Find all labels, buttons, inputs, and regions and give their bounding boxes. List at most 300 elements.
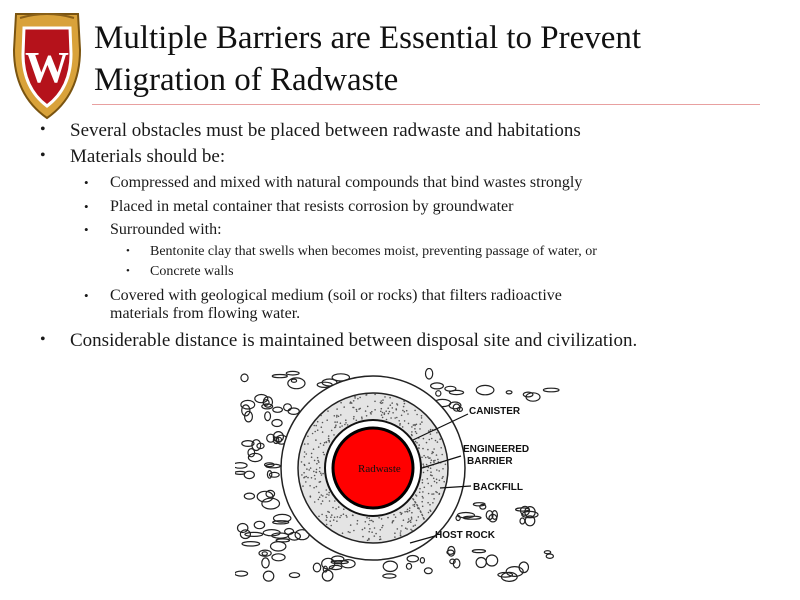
stipple-dot (413, 525, 415, 527)
rock-pebble (406, 563, 411, 569)
stipple-dot (412, 504, 414, 506)
stipple-dot (320, 481, 322, 483)
stipple-dot (311, 453, 313, 455)
stipple-dot (356, 420, 358, 422)
stipple-dot (427, 449, 429, 451)
rock-pebble (269, 472, 279, 477)
stipple-dot (365, 410, 367, 412)
stipple-dot (315, 425, 317, 427)
stipple-dot (380, 529, 382, 531)
stipple-dot (304, 443, 306, 445)
rock-pebble (516, 508, 530, 511)
stipple-dot (439, 493, 441, 495)
stipple-dot (307, 436, 309, 438)
stipple-dot (382, 412, 384, 414)
bullet-item (84, 174, 583, 192)
stipple-dot (414, 504, 416, 506)
stipple-dot (422, 515, 424, 517)
stipple-dot (353, 400, 355, 402)
slide-title (94, 17, 774, 101)
stipple-dot (316, 463, 318, 465)
stipple-dot (416, 424, 418, 426)
stipple-dot (304, 451, 306, 453)
stipple-dot (338, 506, 340, 508)
stipple-dot (337, 516, 339, 518)
stipple-dot (411, 512, 413, 514)
stipple-dot (352, 407, 354, 409)
stipple-dot (384, 412, 386, 414)
stipple-dot (368, 539, 370, 541)
stipple-dot (401, 525, 403, 527)
stipple-dot (395, 516, 397, 518)
bullet-dot-icon: • (84, 288, 89, 303)
stipple-dot (340, 422, 342, 424)
stipple-dot (392, 412, 394, 414)
stipple-dot (433, 461, 435, 463)
bullet-text: Concrete walls (150, 264, 234, 279)
stipple-dot (422, 496, 424, 498)
stipple-dot (430, 510, 432, 512)
stipple-dot (334, 517, 336, 519)
stipple-dot (382, 402, 384, 404)
rock-pebble (276, 539, 289, 542)
stipple-dot (426, 464, 428, 466)
stipple-dot (374, 401, 376, 403)
university-crest-logo (10, 10, 84, 122)
stipple-dot (334, 500, 336, 502)
stipple-dot (400, 534, 402, 536)
stipple-dot (336, 415, 338, 417)
stipple-dot (402, 410, 404, 412)
stipple-dot (436, 482, 438, 484)
stipple-dot (328, 492, 330, 494)
stipple-dot (314, 501, 316, 503)
stipple-dot (326, 524, 328, 526)
bullet-dot-icon: • (126, 265, 130, 277)
rock-pebble (546, 554, 553, 558)
stipple-dot (323, 454, 325, 456)
stipple-dot (317, 457, 319, 459)
stipple-dot (320, 503, 322, 505)
bullet-item (84, 287, 562, 305)
stipple-dot (327, 511, 329, 513)
stipple-dot (393, 514, 395, 516)
stipple-dot (397, 404, 399, 406)
stipple-dot (328, 438, 330, 440)
stipple-dot (421, 417, 423, 419)
stipple-dot (393, 520, 395, 522)
bullet-dot-icon: • (126, 245, 130, 257)
crest-letter: W (25, 43, 69, 92)
rock-pebble (322, 570, 333, 581)
rock-pebble (407, 556, 418, 562)
stipple-dot (406, 528, 408, 530)
rock-pebble (291, 379, 296, 382)
stipple-dot (402, 426, 404, 428)
stipple-dot (320, 443, 322, 445)
rock-pebble (262, 558, 269, 568)
bullet-dot-icon: • (84, 222, 89, 237)
stipple-dot (427, 470, 429, 472)
rock-pebble (476, 558, 486, 568)
stipple-dot (317, 429, 319, 431)
stipple-dot (365, 394, 367, 396)
stipple-dot (400, 532, 402, 534)
stipple-dot (321, 474, 323, 476)
stipple-dot (433, 478, 435, 480)
stipple-dot (331, 430, 333, 432)
stipple-dot (342, 532, 344, 534)
stipple-dot (437, 441, 439, 443)
stipple-dot (380, 411, 382, 413)
stipple-dot (431, 438, 433, 440)
stipple-dot (372, 521, 374, 523)
stipple-dot (356, 409, 358, 411)
stipple-dot (346, 516, 348, 518)
stipple-dot (368, 524, 370, 526)
stipple-dot (420, 511, 422, 513)
stipple-dot (430, 462, 432, 464)
stipple-dot (440, 438, 442, 440)
stipple-dot (414, 506, 416, 508)
stipple-dot (407, 509, 409, 511)
stipple-dot (323, 452, 325, 454)
stipple-dot (445, 464, 447, 466)
stipple-dot (339, 426, 341, 428)
bullet-dot-icon: • (40, 147, 46, 164)
stipple-dot (403, 406, 405, 408)
stipple-dot (415, 431, 417, 433)
stipple-dot (319, 471, 321, 473)
stipple-dot (334, 415, 336, 417)
rock-pebble (242, 542, 260, 546)
stipple-dot (422, 463, 424, 465)
stipple-dot (359, 408, 361, 410)
stipple-dot (429, 457, 431, 459)
stipple-dot (374, 394, 376, 396)
stipple-dot (303, 472, 305, 474)
title-line-2: Migration of Radwaste (94, 62, 399, 98)
stipple-dot (364, 527, 366, 529)
stipple-dot (385, 410, 387, 412)
rock-pebble (241, 400, 255, 409)
stipple-dot (381, 408, 383, 410)
rock-pebble (457, 513, 474, 518)
bullet-text: Surrounded with: (110, 221, 222, 238)
stipple-dot (378, 517, 380, 519)
title-divider (92, 104, 760, 105)
stipple-dot (392, 407, 394, 409)
stipple-dot (415, 441, 417, 443)
stipple-dot (348, 531, 350, 533)
stipple-dot (317, 460, 319, 462)
stipple-dot (431, 485, 433, 487)
stipple-dot (441, 454, 443, 456)
rock-pebble (543, 388, 559, 392)
engineered-label-1: ENGINEERED (463, 444, 530, 455)
stipple-dot (418, 507, 420, 509)
rock-pebble (272, 554, 285, 561)
bullet-text: Covered with geological medium (soil or rocks) that filters radioactive (110, 287, 562, 304)
stipple-dot (330, 525, 332, 527)
backfill-label: BACKFILL (473, 482, 523, 493)
stipple-dot (369, 528, 371, 530)
stipple-dot (434, 460, 436, 462)
stipple-dot (321, 426, 323, 428)
rock-pebble (322, 558, 335, 569)
stipple-dot (421, 421, 423, 423)
stipple-dot (301, 474, 303, 476)
stipple-dot (433, 493, 435, 495)
stipple-dot (379, 536, 381, 538)
radwaste-label: Radwaste (358, 463, 401, 475)
stipple-dot (400, 514, 402, 516)
stipple-dot (423, 438, 425, 440)
stipple-dot (321, 514, 323, 516)
rock-pebble (235, 463, 247, 469)
stipple-dot (442, 468, 444, 470)
stipple-dot (306, 476, 308, 478)
stipple-dot (382, 417, 384, 419)
stipple-dot (356, 411, 358, 413)
bullet-continuation (110, 305, 300, 323)
rock-pebble (288, 408, 299, 414)
stipple-dot (429, 439, 431, 441)
bullet-item (84, 198, 514, 216)
stipple-dot (423, 518, 425, 520)
stipple-dot (396, 417, 398, 419)
stipple-dot (387, 407, 389, 409)
stipple-dot (326, 515, 328, 517)
stipple-dot (427, 456, 429, 458)
rock-pebble (476, 385, 494, 394)
stipple-dot (314, 460, 316, 462)
bullet-dot-icon: • (84, 175, 89, 190)
stipple-dot (334, 421, 336, 423)
stipple-dot (409, 510, 411, 512)
bullet-item (126, 264, 234, 280)
bullet-text: Considerable distance is maintained between disposal site and civilization. (70, 330, 638, 351)
stipple-dot (345, 515, 347, 517)
rock-pebble (244, 471, 254, 478)
rock-pebble (289, 573, 299, 578)
rock-pebble (254, 521, 264, 528)
stipple-dot (427, 478, 429, 480)
stipple-dot (366, 415, 368, 417)
stipple-dot (409, 507, 411, 509)
stipple-dot (345, 419, 347, 421)
stipple-dot (416, 414, 418, 416)
rock-pebble (506, 391, 512, 394)
stipple-dot (396, 409, 398, 411)
stipple-dot (389, 397, 391, 399)
rock-pebble (244, 493, 254, 499)
stipple-dot (370, 413, 372, 415)
stipple-dot (404, 403, 406, 405)
stipple-dot (322, 431, 324, 433)
stipple-dot (384, 396, 386, 398)
stipple-dot (403, 400, 405, 402)
stipple-dot (335, 508, 337, 510)
stipple-dot (322, 500, 324, 502)
stipple-dot (338, 416, 340, 418)
stipple-dot (318, 492, 320, 494)
stipple-dot (317, 421, 319, 423)
bullet-item (40, 120, 581, 142)
stipple-dot (430, 429, 432, 431)
stipple-dot (418, 444, 420, 446)
stipple-dot (422, 506, 424, 508)
stipple-dot (330, 516, 332, 518)
stipple-dot (307, 443, 309, 445)
stipple-dot (340, 515, 342, 517)
stipple-dot (369, 520, 371, 522)
stipple-dot (347, 424, 349, 426)
stipple-dot (386, 419, 388, 421)
stipple-dot (413, 424, 415, 426)
stipple-dot (328, 435, 330, 437)
rock-pebble (235, 471, 245, 474)
stipple-dot (318, 516, 320, 518)
stipple-dot (326, 419, 328, 421)
stipple-dot (340, 402, 342, 404)
stipple-dot (310, 495, 312, 497)
stipple-dot (374, 409, 376, 411)
stipple-dot (422, 482, 424, 484)
stipple-dot (320, 415, 322, 417)
rock-pebble (284, 404, 292, 411)
stipple-dot (440, 447, 442, 449)
stipple-dot (390, 417, 392, 419)
stipple-dot (389, 411, 391, 413)
rock-pebble (235, 571, 248, 576)
rock-pebble (449, 390, 463, 394)
stipple-dot (404, 420, 406, 422)
stipple-dot (315, 439, 317, 441)
stipple-dot (403, 519, 405, 521)
stipple-dot (374, 535, 376, 537)
stipple-dot (421, 415, 423, 417)
stipple-dot (314, 475, 316, 477)
stipple-dot (323, 444, 325, 446)
stipple-dot (382, 399, 384, 401)
bullet-text: Bentonite clay that swells when becomes moist, preventing passage of water, or (150, 244, 597, 259)
stipple-dot (359, 397, 361, 399)
stipple-dot (304, 465, 306, 467)
rock-pebble (424, 568, 432, 574)
stipple-dot (316, 486, 318, 488)
stipple-dot (411, 431, 413, 433)
stipple-dot (312, 433, 314, 435)
stipple-dot (343, 406, 345, 408)
stipple-dot (411, 435, 413, 437)
stipple-dot (336, 408, 338, 410)
stipple-dot (329, 500, 331, 502)
rock-pebble (272, 420, 282, 427)
stipple-dot (430, 433, 432, 435)
stipple-dot (319, 467, 321, 469)
stipple-dot (394, 417, 396, 419)
stipple-dot (387, 517, 389, 519)
stipple-dot (318, 446, 320, 448)
stipple-dot (326, 442, 328, 444)
rock-pebble (383, 561, 397, 571)
stipple-dot (431, 475, 433, 477)
stipple-dot (319, 497, 321, 499)
rock-pebble (313, 563, 320, 572)
bullet-dot-icon: • (40, 331, 46, 348)
stipple-dot (390, 404, 392, 406)
stipple-dot (423, 455, 425, 457)
stipple-dot (341, 425, 343, 427)
rock-pebble (431, 383, 444, 389)
bullet-text: Several obstacles must be placed between radwaste and habitations (70, 120, 581, 141)
stipple-dot (408, 518, 410, 520)
stipple-dot (381, 518, 383, 520)
rock-pebble (271, 542, 286, 551)
stipple-dot (399, 423, 401, 425)
stipple-dot (371, 411, 373, 413)
stipple-dot (350, 524, 352, 526)
stipple-dot (416, 520, 418, 522)
stipple-dot (433, 498, 435, 500)
stipple-dot (371, 531, 373, 533)
stipple-dot (416, 433, 418, 435)
stipple-dot (408, 423, 410, 425)
bullet-item (84, 221, 222, 239)
stipple-dot (418, 448, 420, 450)
rock-pebble (262, 552, 267, 556)
stipple-dot (427, 483, 429, 485)
stipple-dot (427, 502, 429, 504)
stipple-dot (380, 402, 382, 404)
stipple-dot (310, 467, 312, 469)
stipple-dot (419, 488, 421, 490)
stipple-dot (322, 422, 324, 424)
stipple-dot (366, 517, 368, 519)
stipple-dot (349, 402, 351, 404)
stipple-dot (436, 454, 438, 456)
rock-pebble (265, 412, 271, 421)
stipple-dot (344, 424, 346, 426)
stipple-dot (326, 494, 328, 496)
stipple-dot (442, 476, 444, 478)
stipple-dot (316, 469, 318, 471)
stipple-dot (339, 517, 341, 519)
stipple-dot (392, 522, 394, 524)
stipple-dot (391, 402, 393, 404)
stipple-dot (316, 472, 318, 474)
stipple-dot (306, 468, 308, 470)
stipple-dot (375, 533, 377, 535)
stipple-dot (422, 448, 424, 450)
stipple-dot (327, 410, 329, 412)
stipple-dot (394, 536, 396, 538)
stipple-dot (407, 413, 409, 415)
stipple-dot (328, 494, 330, 496)
stipple-dot (309, 485, 311, 487)
title-line-1: Multiple Barriers are Essential to Prevent (94, 20, 642, 56)
stipple-dot (411, 518, 413, 520)
stipple-dot (356, 523, 358, 525)
stipple-dot (423, 465, 425, 467)
stipple-dot (432, 502, 434, 504)
stipple-dot (305, 481, 307, 483)
bullet-text: Compressed and mixed with natural compounds that bind wastes strongly (110, 174, 583, 191)
stipple-dot (325, 497, 327, 499)
stipple-dot (417, 505, 419, 507)
stipple-dot (382, 525, 384, 527)
